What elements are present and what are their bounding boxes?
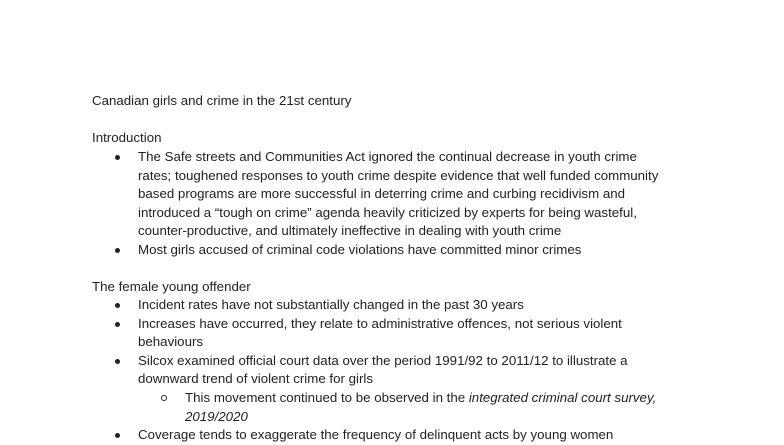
section-heading-female-young-offender: The female young offender [92,279,251,294]
sub-bullet-text: This movement continued to be observed in the [185,389,469,405]
female-offender-bullet-list [0,296,784,445]
sub-bullet-line [185,389,705,408]
bullet-line: counter-productive, and ultimately ineffective in dealing with youth crime [138,223,562,239]
bullet-line: Coverage tends to exaggerate the frequency of delinquent acts by young women [138,427,614,443]
bullet-line: rates; toughened responses to youth crime despite evidence that well funded community [138,167,659,183]
bullet-line: introduced a “tough on crime” agenda heavily criticized by experts for being wasteful, [138,204,637,220]
list-item [0,426,678,445]
section-heading-introduction: Introduction [92,130,162,145]
bullet-dot-icon [115,303,120,308]
hollow-bullet-icon [161,395,167,401]
bullet-dot-icon [115,359,120,364]
list-item [0,241,678,260]
document-title: Canadian girls and crime in the 21st century [92,93,352,108]
bullet-line: Increases have occurred, they relate to administrative offences, not serious violent [138,315,622,331]
list-item [0,148,678,241]
bullet-dot-icon [115,248,120,253]
list-item [0,315,678,352]
bullet-line: Incident rates have not substantially changed in the past 30 years [138,297,524,312]
bullet-dot-icon [115,322,120,327]
bullet-dot-icon [115,155,120,160]
list-item [0,296,678,315]
bullet-line: Silcox examined official court data over the period 1991/92 to 2011/12 to illustrate a [138,352,628,368]
sub-bullet-italic-text: integrated criminal court survey, [468,389,657,405]
introduction-bullet-list [0,148,784,260]
sub-bullet-line: 2019/2020 [185,408,248,424]
bullet-line: behaviours [138,334,204,350]
bullet-line: The Safe streets and Communities Act ignored the continual decrease in youth crime [138,149,637,164]
bullet-line: downward trend of violent crime for girls [138,371,374,387]
bullet-line: based programs are more successful in deterring crime and curbing recidivism and [138,186,626,202]
list-item [0,352,678,389]
bullet-dot-icon [115,433,120,438]
bullet-line: Most girls accused of criminal code violations have committed minor crimes [138,241,582,257]
sub-list-item [0,389,705,426]
